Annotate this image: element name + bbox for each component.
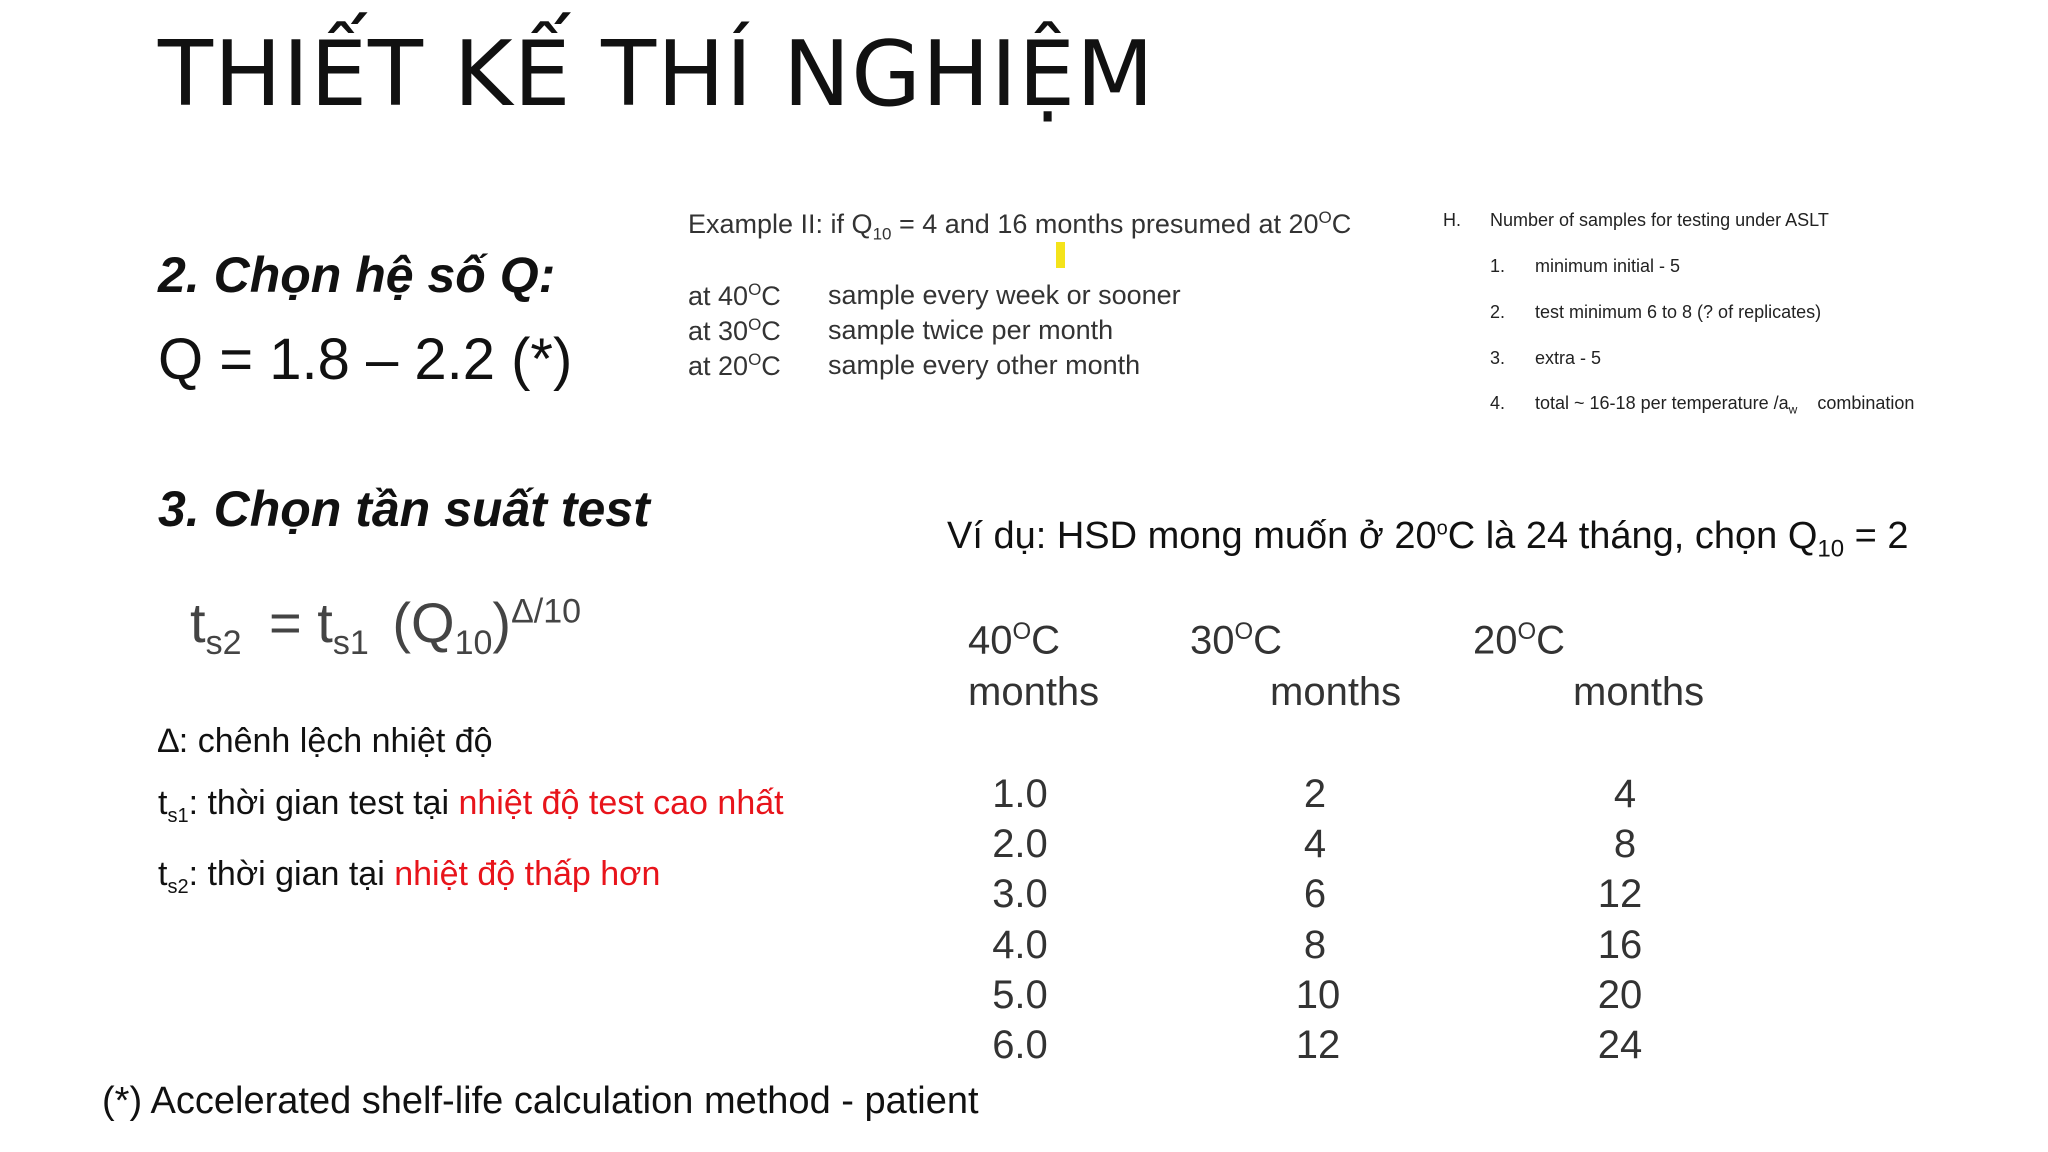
example-row-temp bbox=[688, 350, 781, 382]
samples-item-text: minimum initial - 5 bbox=[1535, 256, 1681, 276]
samples-heading: Number of samples for testing under ASLT bbox=[1490, 210, 1829, 230]
legend-ts1-t: t bbox=[158, 784, 168, 822]
legend-delta: ∆: chênh lệch nhiệt độ bbox=[158, 722, 493, 760]
table-cell: 4.0 bbox=[992, 923, 1048, 967]
samples-item-num: 2. bbox=[1490, 302, 1506, 322]
table-cell: 5.0 bbox=[992, 973, 1048, 1017]
legend-ts2-text: : thời gian tại bbox=[188, 855, 395, 893]
samples-label: H. bbox=[1443, 210, 1461, 230]
table-cell: 12 bbox=[1295, 1023, 1341, 1067]
table-cell: 16 bbox=[1597, 923, 1643, 967]
example-heading-a: Example II: if Q bbox=[688, 209, 873, 239]
slide-title: THIẾT KẾ THÍ NGHIỆM bbox=[158, 22, 1155, 127]
section2-heading: 2. Chọn hệ số Q: bbox=[158, 247, 556, 303]
formula-lhs-sub: s2 bbox=[205, 624, 242, 663]
example-heading-b: = 4 and 16 months presumed at 20 bbox=[891, 209, 1319, 239]
table-cell: 24 bbox=[1597, 1023, 1643, 1067]
section3-heading: 3. Chọn tần suất test bbox=[158, 481, 650, 537]
formula-q-open: (Q bbox=[392, 591, 455, 654]
samples-item-text: test minimum 6 to 8 (? of replicates) bbox=[1535, 302, 1822, 322]
formula-q-close: ) bbox=[492, 591, 512, 654]
table-cell: 8 bbox=[1613, 822, 1637, 866]
example-row-text: sample every week or sooner bbox=[828, 280, 1181, 310]
example-row-temp-unit: C bbox=[761, 351, 781, 381]
example-row-temp-sup: O bbox=[748, 315, 762, 334]
samples-item-num: 3. bbox=[1490, 348, 1506, 368]
table-cell: 10 bbox=[1295, 973, 1341, 1017]
table-cell: 2.0 bbox=[992, 822, 1048, 866]
example-row-temp-unit: C bbox=[761, 281, 781, 311]
highlight-mark bbox=[1056, 242, 1065, 268]
footnote: (*) Accelerated shelf-life calculation method - patient bbox=[102, 1080, 979, 1122]
table-cell: 12 bbox=[1597, 872, 1643, 916]
table-cell: 20 bbox=[1597, 973, 1643, 1017]
example-row-temp-text: at 40 bbox=[688, 281, 749, 311]
col-header-temp: 30 bbox=[1190, 618, 1235, 663]
example-row-temp-unit: C bbox=[761, 316, 781, 346]
vidu-sup: o bbox=[1436, 517, 1448, 540]
legend-ts1 bbox=[158, 784, 784, 828]
col-header-months: months bbox=[968, 670, 1100, 714]
example-row-text: sample twice per month bbox=[828, 315, 1114, 345]
formula-q-sub: 10 bbox=[454, 624, 493, 663]
table-cell: 1.0 bbox=[992, 772, 1048, 816]
frequency-formula bbox=[190, 590, 581, 663]
samples-item-text-sub: w bbox=[1788, 402, 1798, 417]
vidu-c: = 2 bbox=[1844, 515, 1909, 557]
example-row-text: sample every other month bbox=[828, 350, 1141, 380]
example-row-temp-sup: O bbox=[748, 350, 762, 369]
table-cell: 6.0 bbox=[992, 1023, 1048, 1067]
example-row-temp-text: at 30 bbox=[688, 316, 749, 346]
formula-lhs: t bbox=[190, 591, 206, 654]
col-header-sup: O bbox=[1517, 618, 1537, 645]
vidu-b: C là 24 tháng, chọn Q bbox=[1447, 515, 1818, 557]
samples-item-text-main: total ~ 16-18 per temperature /a bbox=[1535, 393, 1789, 413]
legend-ts2-red: nhiệt độ thấp hơn bbox=[394, 855, 661, 893]
table-cell: 4 bbox=[1303, 822, 1327, 866]
legend-ts2 bbox=[158, 855, 660, 899]
col-header-40 bbox=[968, 618, 1060, 663]
formula-eq: = t bbox=[269, 591, 333, 654]
table-cell: 3.0 bbox=[992, 872, 1048, 916]
example-row-temp-text: at 20 bbox=[688, 351, 749, 381]
table-cell: 8 bbox=[1303, 923, 1327, 967]
legend-ts2-t: t bbox=[158, 855, 168, 893]
legend-ts1-text: : thời gian test tại bbox=[188, 784, 459, 822]
example-heading-sub: 10 bbox=[872, 224, 892, 244]
example-heading-sup: O bbox=[1318, 208, 1332, 227]
col-header-20 bbox=[1473, 618, 1565, 663]
col-header-30 bbox=[1190, 618, 1282, 663]
col-header-temp: 20 bbox=[1473, 618, 1518, 663]
col-header-temp: 40 bbox=[968, 618, 1013, 663]
col-header-months: months bbox=[1573, 670, 1705, 714]
legend-ts1-red: nhiệt độ test cao nhất bbox=[458, 784, 784, 822]
col-header-unit: C bbox=[1253, 618, 1283, 663]
table-cell: 2 bbox=[1303, 772, 1327, 816]
samples-item-text-tail: combination bbox=[1797, 393, 1915, 413]
table-cell: 4 bbox=[1613, 772, 1637, 816]
example-heading-c: C bbox=[1331, 209, 1352, 239]
example-row-temp bbox=[688, 315, 781, 347]
example-row-temp-sup: O bbox=[748, 280, 762, 299]
vidu-sub: 10 bbox=[1817, 535, 1845, 563]
col-header-unit: C bbox=[1536, 618, 1566, 663]
samples-item-text: extra - 5 bbox=[1535, 348, 1602, 368]
samples-item-text bbox=[1535, 393, 1914, 417]
formula-exponent: Δ/10 bbox=[511, 592, 582, 631]
samples-item-num: 1. bbox=[1490, 256, 1506, 276]
table-cell: 6 bbox=[1303, 872, 1327, 916]
legend-ts2-sub: s2 bbox=[167, 875, 189, 898]
col-header-sup: O bbox=[1012, 618, 1032, 645]
example-row-temp bbox=[688, 280, 781, 312]
col-header-unit: C bbox=[1031, 618, 1061, 663]
col-header-months: months bbox=[1270, 670, 1402, 714]
col-header-sup: O bbox=[1234, 618, 1254, 645]
example-vidu bbox=[947, 515, 1909, 564]
vidu-a: Ví dụ: HSD mong muốn ở 20 bbox=[947, 515, 1437, 557]
formula-rhs-sub: s1 bbox=[332, 624, 369, 663]
legend-ts1-sub: s1 bbox=[167, 804, 189, 827]
q-value-text: Q = 1.8 – 2.2 (*) bbox=[158, 327, 573, 392]
samples-item-num: 4. bbox=[1490, 393, 1506, 413]
example-heading bbox=[688, 208, 1351, 244]
